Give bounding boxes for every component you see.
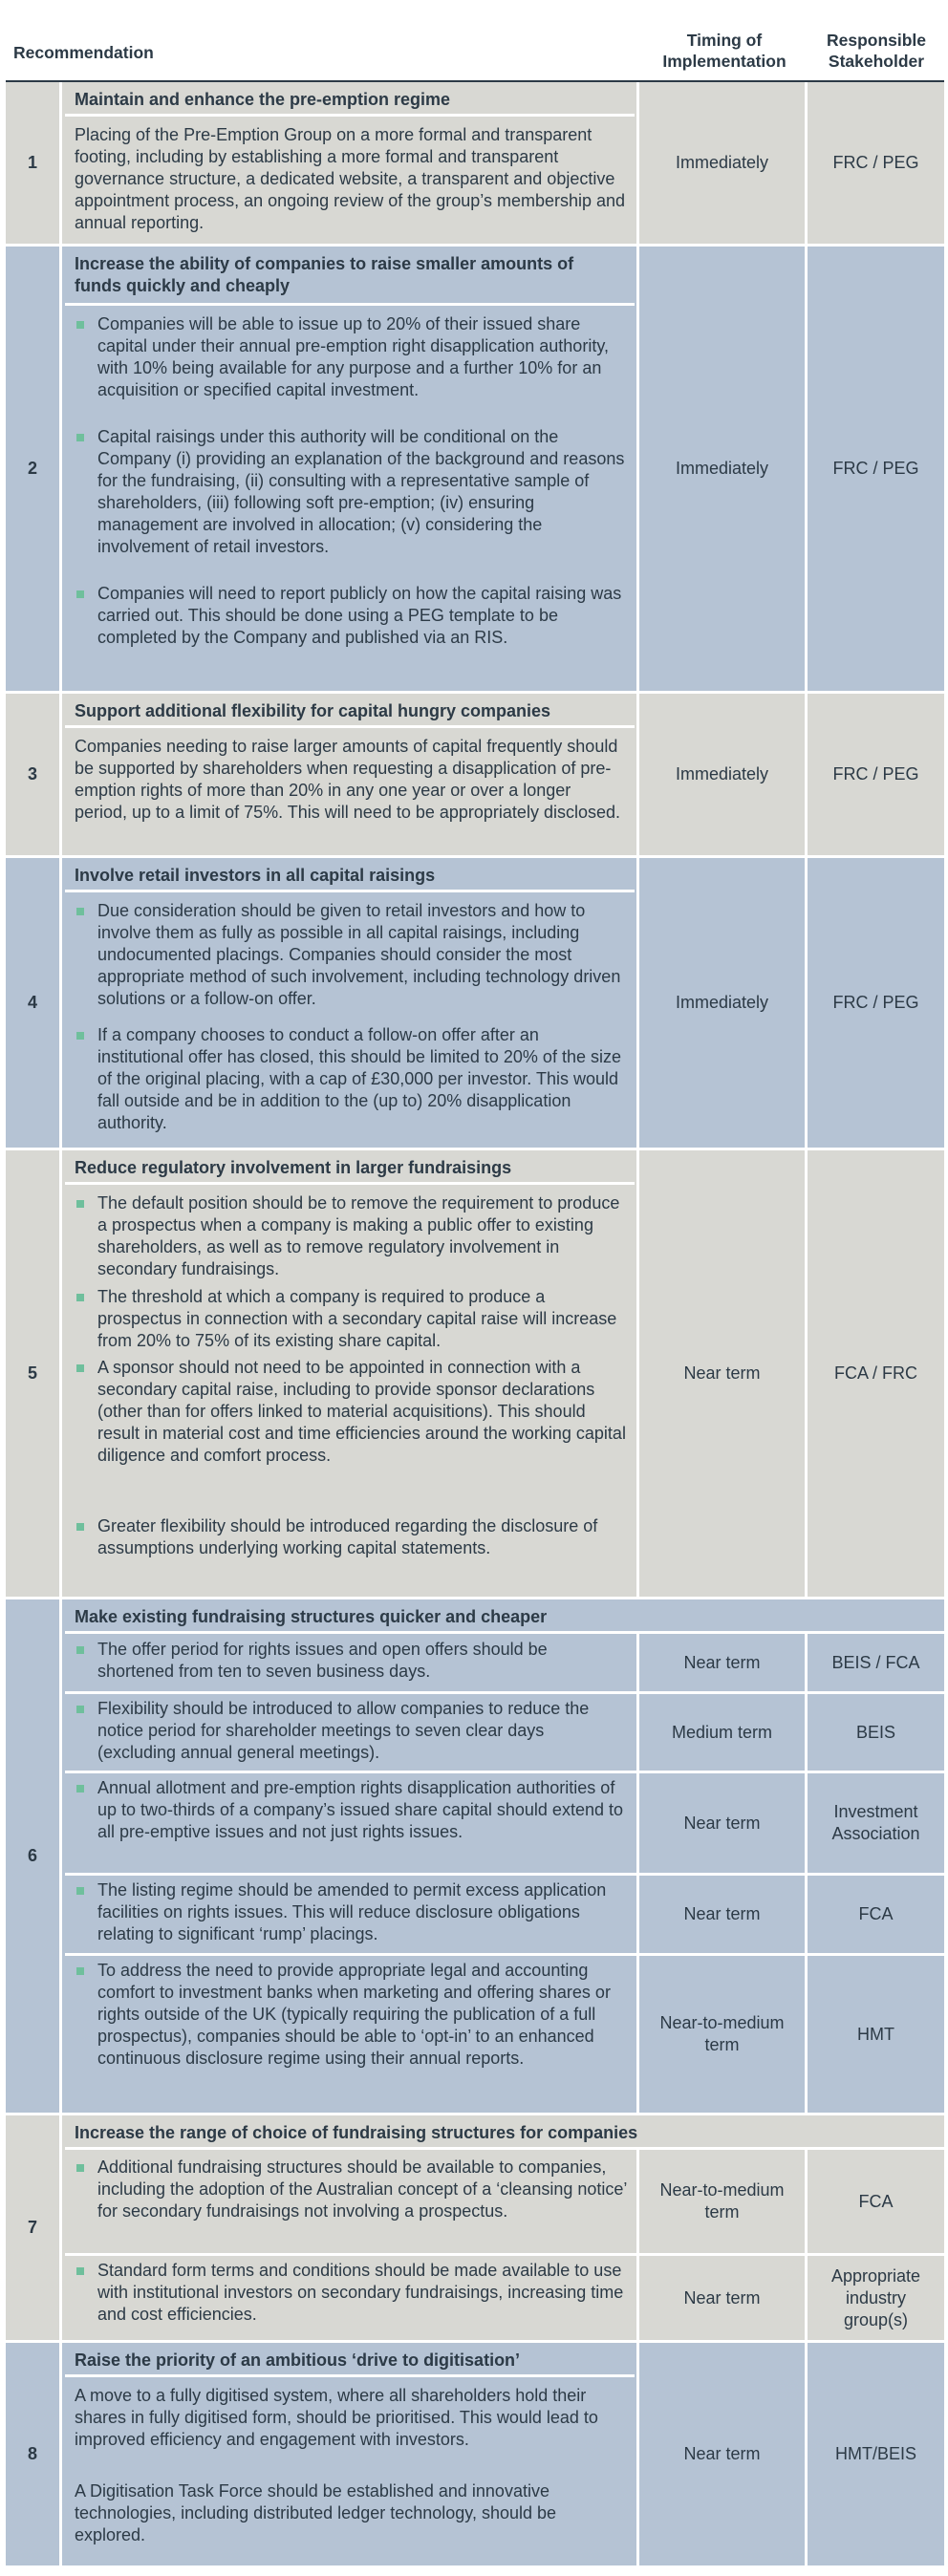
recommendation-row (6, 247, 944, 694)
row-number: 3 (6, 694, 62, 855)
table-header (6, 21, 944, 82)
stakeholder-cell: Investment Association (831, 1802, 920, 1843)
row-title: Support additional flexibility for capital hungry companies (65, 694, 635, 728)
stakeholder-cell: HMT (857, 2024, 894, 2044)
row-number: 6 (6, 1599, 62, 2113)
timing-cell: Near-to-medium term (659, 2013, 785, 2054)
timing-cell: Near term (683, 1904, 761, 1923)
timing-cell: Immediately (675, 764, 769, 784)
bullet-item: The default position should be to remove the requirement to produce a prospectus when a company is making a public offer to existing shareholders, as well as to remove regulatory involvement in secondary fundraisings. (75, 1192, 627, 1280)
recommendation-row (6, 2115, 944, 2343)
timing-cell: Near term (683, 1652, 761, 1672)
stakeholder-cell: FCA (858, 1904, 894, 1923)
stakeholder-cell: FRC / PEG (832, 459, 919, 478)
stakeholder-cell: FRC / PEG (832, 993, 919, 1012)
stakeholder-cell: FRC / PEG (832, 153, 919, 172)
bullet-item: Annual allotment and pre-emption rights disapplication authorities of up to two-thirds of a company’s issued share capital should extend to all pre-emptive issues and not just rights issues. (75, 1777, 627, 1843)
stakeholder-cell: Appropriate industry group(s) (830, 2265, 921, 2329)
stakeholder-cell: BEIS (855, 1722, 896, 1742)
header-recommendation: Recommendation (13, 43, 154, 62)
row-number: 2 (6, 247, 62, 691)
stakeholder-cell: FCA / FRC (833, 1363, 917, 1383)
timing-cell: Near term (683, 2287, 761, 2308)
bullet-item: A sponsor should not need to be appointed in connection with a secondary capital raise, including to provide sponsor declarations (other than for offers linked to material acquisitions). This should result in material cost and time efficiencies around the working capital diligence and comfort process. (75, 1357, 627, 1467)
row-number: 8 (6, 2343, 62, 2565)
recommendation-row (6, 2343, 944, 2568)
row-text: A move to a fully digitised system, where all shareholders hold their shares in fully digitised form, should be prioritised. This would lead to improved efficiency and engagement with investors. (75, 2386, 598, 2449)
row-number: 7 (6, 2115, 62, 2340)
row-number: 5 (6, 1150, 62, 1597)
stakeholder-cell: FCA (858, 2191, 894, 2211)
row-title: Increase the ability of companies to raise smaller amounts of funds quickly and cheaply (65, 247, 635, 306)
timing-cell: Medium term (671, 1722, 773, 1742)
row-title: Raise the priority of an ambitious ‘drive to digitisation’ (65, 2343, 635, 2377)
timing-cell: Immediately (675, 993, 769, 1012)
header-stakeholder: Responsible Stakeholder (826, 31, 927, 71)
bullet-item: Companies will need to report publicly on how the capital raising was carried out. This should be done using a PEG template to be completed by the Company and published via an RIS. (75, 583, 627, 649)
row-text: Companies needing to raise larger amounts of capital frequently should be supported by shareholders when requesting a disapplication of pre-emption rights of more than 20% in any one year or over a longer period, up to a limit of 75%. This will need to be appropriately disclosed. (75, 737, 620, 822)
row-title: Make existing fundraising structures quicker and cheaper (65, 1599, 944, 1634)
bullet-item: Standard form terms and conditions should be made available to use with institutional investors on secondary fundraisings, increasing time and cost efficiencies. (75, 2260, 627, 2326)
row-title: Reduce regulatory involvement in larger fundraisings (65, 1150, 635, 1185)
recommendation-row (6, 1599, 944, 2115)
bullet-item: If a company chooses to conduct a follow-on offer after an institutional offer has closed, this should be limited to 20% of the size of the original placing, with a cap of £30,000 per investor. This would fall outside and be in addition to the (up to) 20% disapplication authority. (75, 1024, 627, 1134)
stakeholder-cell: BEIS / FCA (831, 1652, 920, 1672)
bullet-item: To address the need to provide appropriate legal and accounting comfort to investment banks when marketing and offering shares or rights outside of the UK (typically requiring the publication of a full prospectus), companies should be able to ‘opt-in’ to an enhanced continuous disclosure regime using their annual reports. (75, 1960, 627, 2070)
bullet-item: The threshold at which a company is required to produce a prospectus in connection with a secondary capital raise will increase from 20% to 75% of its existing share capital. (75, 1286, 627, 1352)
bullet-item: Capital raisings under this authority will be conditional on the Company (i) providing an explanation of the background and reasons for the fundraising, (ii) consulting with a representative sample of shareholders, (iii) following soft pre-emption; (iv) ensuring management are involved in allocation; (v) considering the involvement of retail investors. (75, 426, 627, 558)
timing-cell: Immediately (675, 459, 769, 478)
recommendations-table (6, 21, 944, 2568)
recommendation-row (6, 82, 944, 247)
row-title: Maintain and enhance the pre-emption regime (65, 82, 635, 117)
bullet-item: Additional fundraising structures should be available to companies, including the adoption of the Australian concept of a ‘cleansing notice’ for secondary fundraisings not involving a prospectus. (75, 2157, 627, 2222)
timing-cell: Near-to-medium term (659, 2180, 785, 2222)
header-timing: Timing of Implementation (662, 31, 786, 71)
recommendation-row (6, 694, 944, 858)
timing-cell: Near term (683, 2444, 761, 2463)
row-number: 4 (6, 858, 62, 1148)
recommendation-row (6, 858, 944, 1150)
bullet-item: The listing regime should be amended to permit excess application facilities on rights issues. This will reduce disclosure obligations relating to significant ‘rump’ placings. (75, 1879, 627, 1945)
row-title: Increase the range of choice of fundraising structures for companies (65, 2115, 944, 2150)
stakeholder-cell: HMT/BEIS (834, 2444, 916, 2463)
recommendation-row (6, 1150, 944, 1599)
bullet-item: Companies will be able to issue up to 20% of their issued share capital under their annual pre-emption right disapplication authority, with 10% being available for any purpose and a further 10% for an acquisition or specified capital investment. (75, 313, 627, 401)
bullet-item: Greater flexibility should be introduced regarding the disclosure of assumptions underlying working capital statements. (75, 1515, 627, 1559)
timing-cell: Near term (683, 1363, 761, 1383)
row-title: Involve retail investors in all capital raisings (65, 858, 635, 892)
row-number: 1 (6, 82, 62, 244)
timing-cell: Near term (683, 1813, 761, 1833)
row-text: A Digitisation Task Force should be established and innovative technologies, including distributed ledger technology, should be explored. (75, 2481, 557, 2544)
bullet-item: Due consideration should be given to retail investors and how to involve them as fully as possible in all capital raisings, including undocumented placings. Companies should consider the most appropriate method of such involvement, including technology driven solutions or a follow-on offer. (75, 900, 627, 1010)
timing-cell: Immediately (675, 153, 769, 172)
bullet-item: Flexibility should be introduced to allow companies to reduce the notice period for shareholder meetings to seven clear days (excluding annual general meetings). (75, 1698, 627, 1764)
row-text: Placing of the Pre-Emption Group on a more formal and transparent footing, including by establishing a more formal and transparent governance structure, a dedicated website, a transparent and objective appointment process, an ongoing review of the group’s membership and annual reporting. (75, 125, 626, 232)
bullet-item: The offer period for rights issues and open offers should be shortened from ten to seven business days. (75, 1639, 627, 1683)
stakeholder-cell: FRC / PEG (832, 764, 919, 784)
